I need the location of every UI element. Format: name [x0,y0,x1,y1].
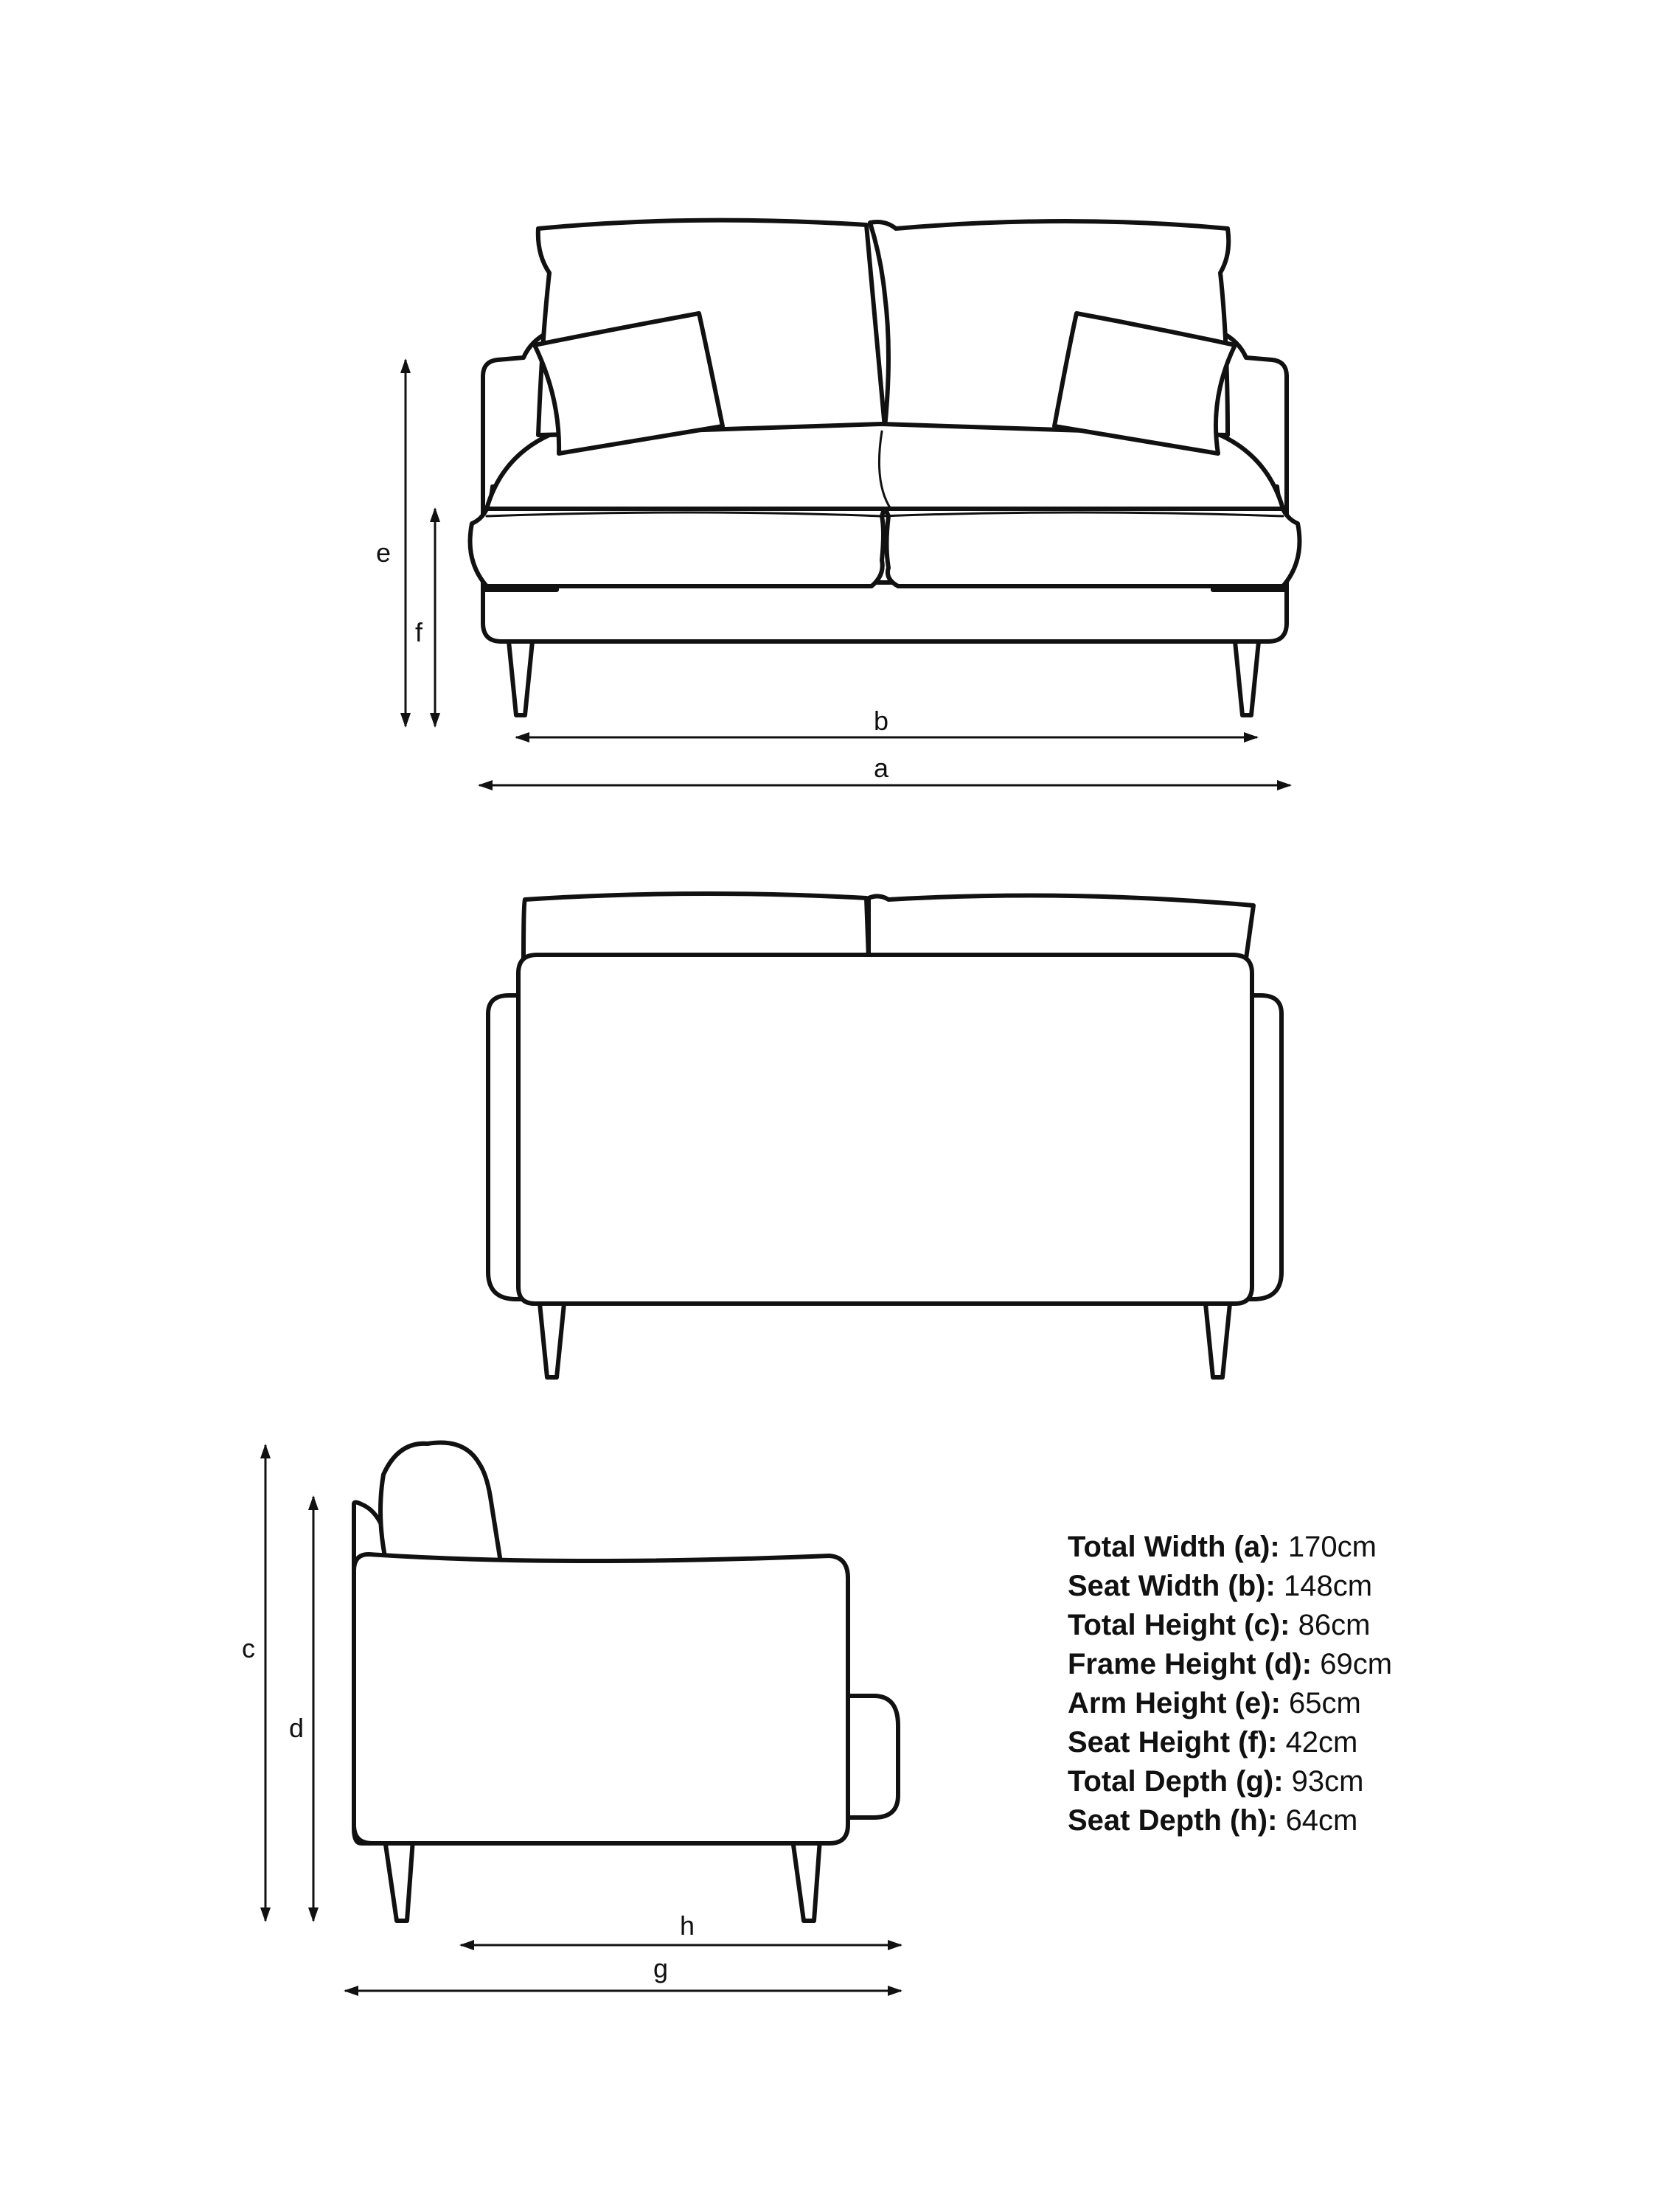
back-cushion-top-right [869,896,1253,959]
dimension-label-a: a [873,753,889,783]
back-view [488,894,1281,1377]
spec-label: Seat Width (b): [1068,1570,1276,1602]
spec-row-seat-width [1068,1567,1392,1606]
back-left-leg [540,1304,564,1377]
spec-value: 69cm [1320,1648,1393,1680]
spec-value: 170cm [1287,1531,1377,1563]
front-left-leg [509,641,532,715]
spec-label: Total Depth (g): [1068,1765,1284,1798]
side-back-cushion [380,1443,501,1567]
spec-row-total-width [1068,1528,1392,1567]
dimension-label-h: h [679,1910,695,1941]
spec-value: 93cm [1291,1765,1364,1798]
spec-label: Frame Height (d): [1068,1648,1312,1680]
dimension-label-f: f [414,617,423,647]
back-cushion-top-left [524,894,869,959]
spec-label: Arm Height (e): [1068,1687,1281,1719]
dimension-label-b: b [873,706,889,736]
dimension-label-c: c [242,1633,255,1663]
spec-label: Seat Depth (h): [1068,1804,1278,1837]
front-right-leg [1235,641,1259,715]
dimension-label-g: g [653,1953,669,1983]
spec-label: Total Height (c): [1068,1609,1290,1641]
spec-row-seat-height [1068,1723,1392,1762]
spec-row-total-depth [1068,1762,1392,1801]
front-base [483,582,1287,641]
spec-value: 86cm [1298,1609,1371,1641]
back-panel [518,955,1252,1304]
dimension-specification-list [1068,1528,1392,1840]
spec-value: 42cm [1285,1726,1358,1759]
front-view [376,220,1300,785]
spec-row-total-height [1068,1606,1392,1645]
spec-label: Total Width (a): [1068,1531,1280,1563]
dimension-label-d: d [288,1713,305,1743]
spec-row-seat-depth [1068,1801,1392,1840]
spec-row-frame-height [1068,1645,1392,1684]
side-back-leg [385,1840,413,1921]
spec-value: 148cm [1283,1570,1373,1602]
side-front-leg [793,1840,820,1921]
spec-label: Seat Height (f): [1068,1726,1278,1759]
spec-row-arm-height [1068,1684,1392,1723]
spec-value: 65cm [1289,1687,1361,1719]
spec-value: 64cm [1285,1804,1358,1837]
side-body [354,1554,848,1843]
dimension-label-e: e [375,538,392,568]
side-view [242,1443,901,1991]
back-right-leg [1206,1304,1230,1377]
